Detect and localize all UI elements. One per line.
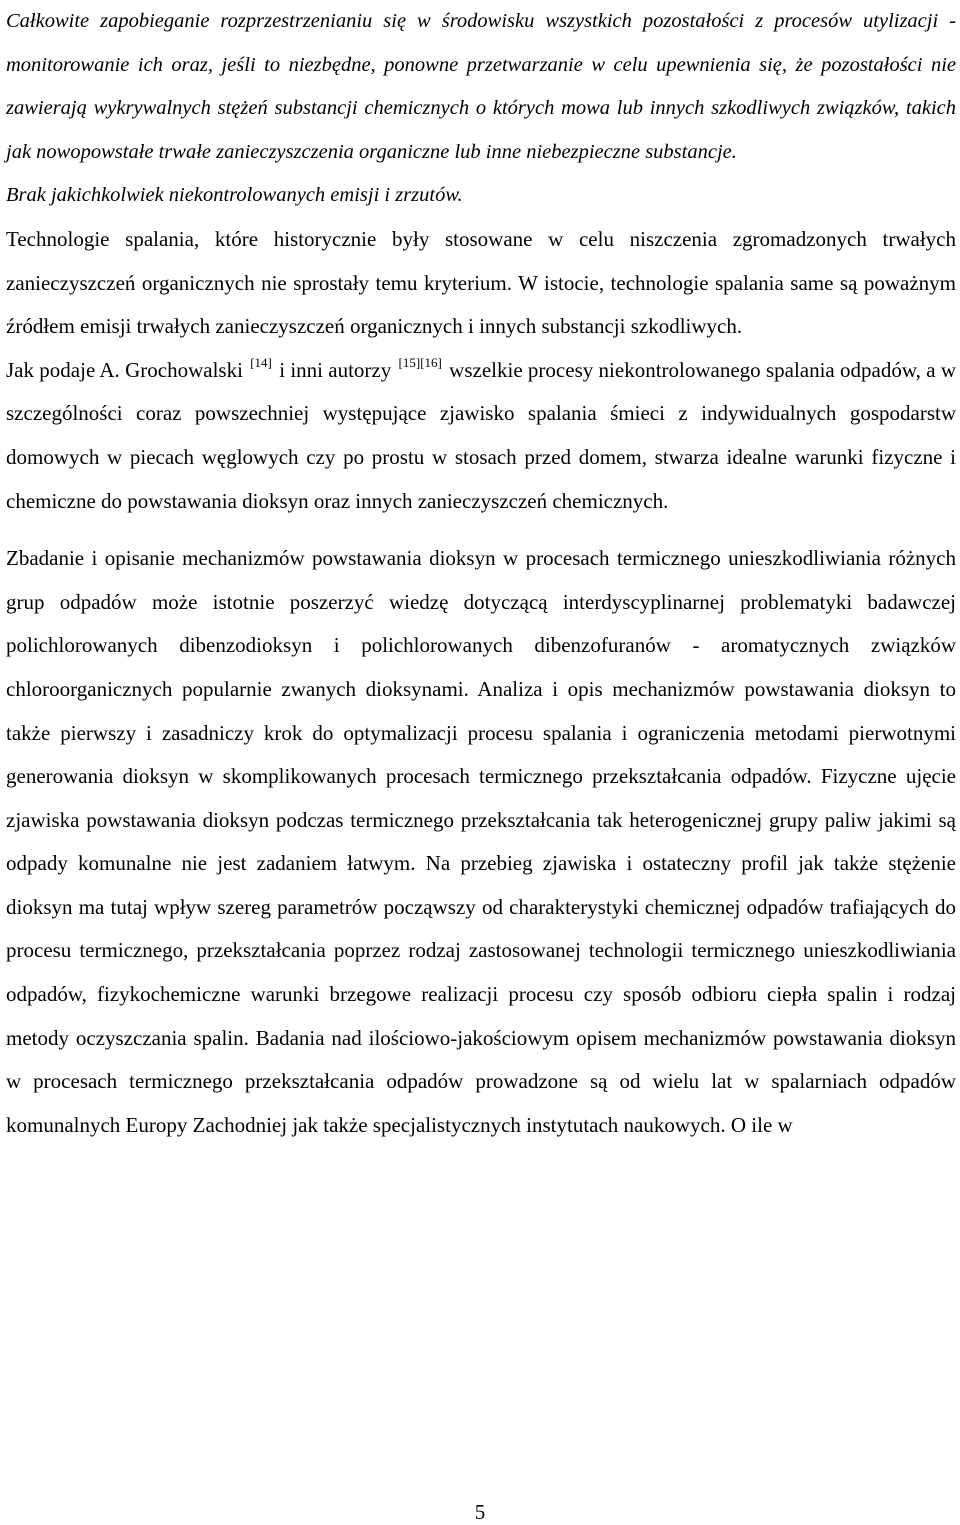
paragraph-dioxin-mechanisms: Zbadanie i opisanie mechanizmów powstawania dioksyn w procesach termicznego unieszkodliwiania różnych grup odpadów może istotnie poszerzyć wiedzę dotyczącą interdyscyplinarnej problematyki badawczej polichlorowanych dibenzodioksyn i polichlorowanych dibenzofuranów - aromatycznych związków chloroorganicznych popularnie zwanych dioksynami. Analiza i opis mechanizmów powstawania dioksyn to także pierwszy i zasadniczy krok do optymalizacji procesu spalania i ograniczenia metodami pierwotnymi generowania dioksyn w skomplikowanych procesach termicznego przekształcania odpadów. Fizyczne ujęcie zjawiska powstawania dioksyn podczas termicznego przekształcania tak heterogenicznej grupy paliw jakimi są odpady komunalne nie jest zadaniem łatwym. Na przebieg zjawiska i ostateczny profil jak także stężenie dioksyn ma tutaj wpływ szereg parametrów począwszy od charakterystyki chemicznej odpadów trafiających do procesu termicznego, przekształcania poprzez rodzaj zastosowanej technologii termicznego unieszkodliwiania odpadów, fizykochemiczne warunki brzegowe realizacji procesu czy sposób odbioru ciepła spalin i rodzaj metody oczyszczania spalin. Badania nad ilościowo-jakościowym opisem mechanizmów powstawania dioksyn w procesach termicznego przekształcania odpadów prowadzone są od wielu lat w spalarniach odpadów komunalnych Europy Zachodniej jak także specjalistycznych instytutach naukowych. O ile w: [6, 546, 956, 1137]
paragraph-combustion-technologies: Technologie spalania, które historycznie były stosowane w celu niszczenia zgromadzonych trwałych zanieczyszczeń organicznych nie sprostały temu kryterium. W istocie, technologie spalania same są poważnym źródłem emisji trwałych zanieczyszczeń organicznych i innych substancji szkodliwych.: [6, 226, 956, 339]
citation-ref-15-16: [15][16]: [398, 354, 442, 370]
paragraph-residue-prevention: Całkowite zapobieganie rozprzestrzenianiu się w środowisku wszystkich pozostałości z procesów utylizacji - monitorowanie ich oraz, jeśli to niezbędne, ponowne przetwarzanie w celu upewnienia się, że pozostałości nie zawierają wykrywalnych stężeń substancji chemicznych o których mowa lub innych szkodliwych związków, takich jak nowopowstałe trwałe zanieczyszczenia organiczne lub inne niebezpieczne substancje.: [6, 10, 956, 163]
paragraph-no-emissions: Brak jakichkolwiek niekontrolowanych emisji i zrzutów.: [6, 184, 463, 207]
citation-ref-14: [14]: [250, 354, 272, 370]
paragraph-grochowalski-part3: wszelkie procesy niekontrolowanego spalania odpadów, a w szczególności coraz powszechniej występujące zjawisko spalania śmieci z indywidualnych gospodarstw domowych w piecach węglowych czy po prostu w stosach przed domem, stwarza idealne warunki fizyczne i chemiczne do powstawania dioksyn oraz innych zanieczyszczeń chemicznych.: [6, 357, 956, 513]
paragraph-grochowalski-part2: i inni autorzy: [279, 357, 392, 382]
page-number: 5: [474, 1500, 486, 1524]
document-page: [6, 0, 956, 1147]
paragraph-grochowalski-part1: Jak podaje A. Grochowalski: [6, 357, 243, 382]
paragraph-grochowalski: [6, 349, 956, 523]
